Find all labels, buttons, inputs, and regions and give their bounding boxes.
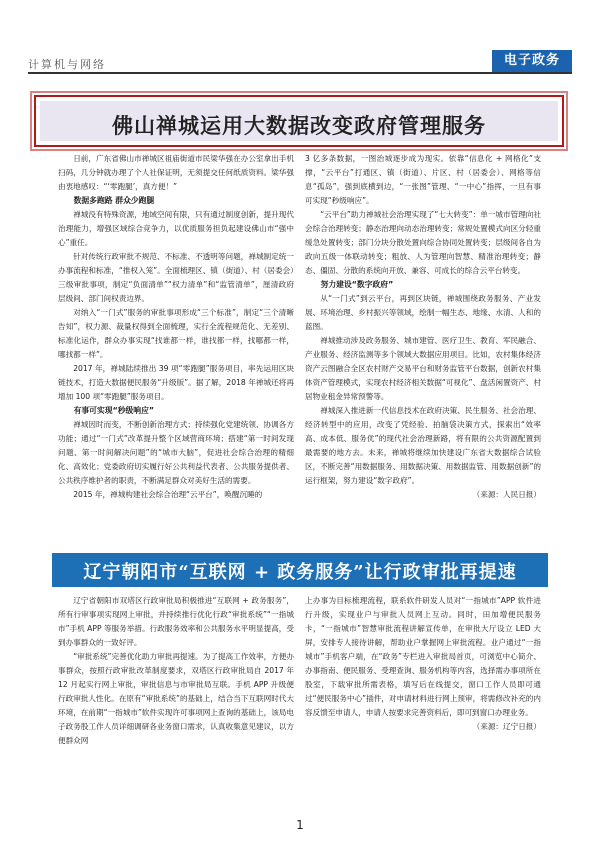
article2-banner: [52, 553, 548, 587]
article1-banner-bg: [40, 101, 558, 141]
paragraph: 日前，广东省佛山市禅城区祖庙街道市民梁华强在办公室拿出手机扫码，几分钟就办理了个人社保证明，无须提交任何纸质资料。梁华强由衷地感叹：“‘零跑腿’，真方便！”: [58, 154, 294, 191]
paragraph: “云平台”助力禅城社会治理实现了“七大转变”：单一城市管理向社会综合治理转变；静态治理向动态治理转变；常规处置模式向区分轻重缓急处置转变；部门分块分散处置向综合协同处置转变；层级间各自为政向五级一体联动转变；粗放、人为管理向智慧、精准治理转变；静态、僵固、分散的系统向开放、兼容、可成长的综合云平台转变。: [305, 210, 541, 275]
page-number: 1: [296, 818, 304, 832]
article1-column-left: [58, 152, 294, 548]
paragraph: 从“一门式”到云平台，再到区块链，禅城围绕政务服务、产业发展、环境治理、乡村振兴等领域，绘制一幅生态、地缘、水清、人和的蓝图。: [305, 294, 541, 331]
source-credit: （来源：辽宁日报）: [472, 722, 541, 731]
header-tag: 电子政务: [492, 50, 572, 72]
subheading: 努力建设“数字政府”: [320, 280, 394, 289]
header-rule: [28, 72, 572, 74]
paragraph: 禅城因时而变，不断创新治理方式；持续强化党建统领、协调各方功能；通过“一门式”改革提升整个区域营商环境；搭建“第一时间发现问题、第一时间解决问题”的“城市大脑”，促进社会综合治理的精细化、高效化；党委政府切实履行好公共利益代表者、公共服务提供者、公共秩序维护者的职责，不断满足群众对美好生活的需要。: [58, 420, 294, 485]
paragraph: 对纳入“一门式”服务的审批事项形成“三个标准”，制定“三个清晰告知”，权力源、裁量权得到全面梳理，实行全流程规范化、无差别、标准化运作，群众办事实现“找谁都一样，谁找都一样，找哪都一样，哪找都一样”。: [58, 308, 294, 359]
subheading: 数据多跑路 群众少跑腿: [73, 196, 155, 205]
paragraph: 禅城推动涉及政务服务、城市建管、医疗卫生、教育、军民融合、产业服务、经济监测等多个领域大数据应用项目。比如，农村集体经济资产云图融合全区农村财产交易平台和财务监管平台数据，创新农村集体资产管理模式，实现农村经济相关数据“可视化”、盘活闲置资产、村居物业租金异常预警等。: [305, 336, 541, 401]
subheading: 有事可实现“秒级响应”: [73, 406, 155, 415]
paragraph: 2017 年，禅城陆续推出 39 项“零跑腿”服务项目，率先运用区块链技术，打造大数据便民服务“升级版”。据了解，2018 年禅城还将再增加 100 项“零跑腿”服务项目。: [58, 364, 294, 401]
article2-column-right: [305, 594, 541, 804]
paragraph: 禅城深入推进新一代信息技术在政府决策、民生服务、社会治理、经济转型中的应用，改变了凭经验、拍脑袋决策方式，探索出“效率高、成本低、服务优”的现代社会治理新路，将有限的公共资源配置到最需要的地方去。未来，禅城将继续加快建设广东省大数据综合试验区，不断完善“用数据服务、用数据决策、用数据监管、用数据创新”的运行框架，努力建设“数字政府”。: [305, 406, 541, 485]
paragraph: “审批系统”完善优化助力审批再提速。为了提高工作效率，方便办事群众，按照行政审批改革制度要求，双塔区行政审批局自 2017 年 12 月起实行网上审批，审批信息与市审批局互联。手机 APP 升级便行政审批人性化。在原有“审批系统”的基础上，结合当下互联网时代大环境，在前期“一指城市”软件实现许可事项网上查询的基础上，该局电子政务股工作人员详细调研各业务窗口需求，认真收集意见建议，以方便群众网: [58, 652, 294, 745]
paragraph: 针对传统行政审批不规范、不标准、不透明等问题，禅城制定统一办事流程和标准，“推权入笼”。全面梳理区、镇（街道）、村（居委会）三级审批事项，制定“负面清单”“权力清单”和“监管清单”，厘清政府层级间、部门间权责边界。: [58, 252, 294, 303]
source-credit: （来源：人民日报）: [472, 490, 541, 499]
article1-column-right: [305, 152, 541, 548]
article1-banner: [34, 95, 564, 147]
header-section: 计算机与网络: [28, 58, 106, 71]
article1-title: 佛山禅城运用大数据改变政府管理服务: [112, 113, 486, 138]
paragraph: 上办事为目标梳理流程，联系软件研发人员对“一指城市”APP 软件进行升级，实现业户与审批人员网上互动。同时，田加增便民服务卡，“一指城市”智慧审批流程讲解宣传单，在审批大厅设立 LED 大屏，安排专人接待讲解，帮助业户掌握网上审批流程。业户通过“一指城市”手机客户端，在“政务”专栏进入审批局首页，可浏览中心简介、办事指南、便民服务、受理查询、服务机构等内容，选择需办事项所在股室，下载审批所需表格，填写后在线提交，窗口工作人员即可通过“便民服务中心”插件，对申请材料进行网上预审，将需修改补充的内容反馈至申请人，申请人按要求完善资料后，即可到窗口办理业务。: [305, 596, 541, 717]
article2-column-left: [58, 594, 294, 804]
paragraph: 3 亿多条数据，一图治城逐步成为现实。依靠“信息化 + 网格化”支撑，“云平台”打通区、镇（街道）、片区、村（居委会）、网格等信息“孤岛”，强到底横到边，“一张图”管理、“一中心”指挥，一旦有事可实现“秒级响应”。: [305, 154, 541, 205]
paragraph: 辽宁省朝阳市双塔区行政审批局积极推进“互联网 + 政务服务”，所有行审事项实现网上审批，并持续推行优化行政“审批系统”“一指城市”手机 APP 等服务举措。行政服务效率和公共服务水平明显提高，受到办事群众的一致好评。: [58, 596, 294, 647]
paragraph: 禅城没有特殊资源，地域空间有限，只有通过制度创新，提升现代治理能力，增强区域综合竞争力，以优质服务担负起建设佛山市“强中心”重任。: [58, 210, 294, 247]
paragraph: 2015 年，禅城构建社会综合治理“云平台”，唤醒沉睡的: [73, 490, 263, 499]
article2-title: 辽宁朝阳市“互联网 + 政务服务”让行政审批再提速: [83, 562, 517, 583]
